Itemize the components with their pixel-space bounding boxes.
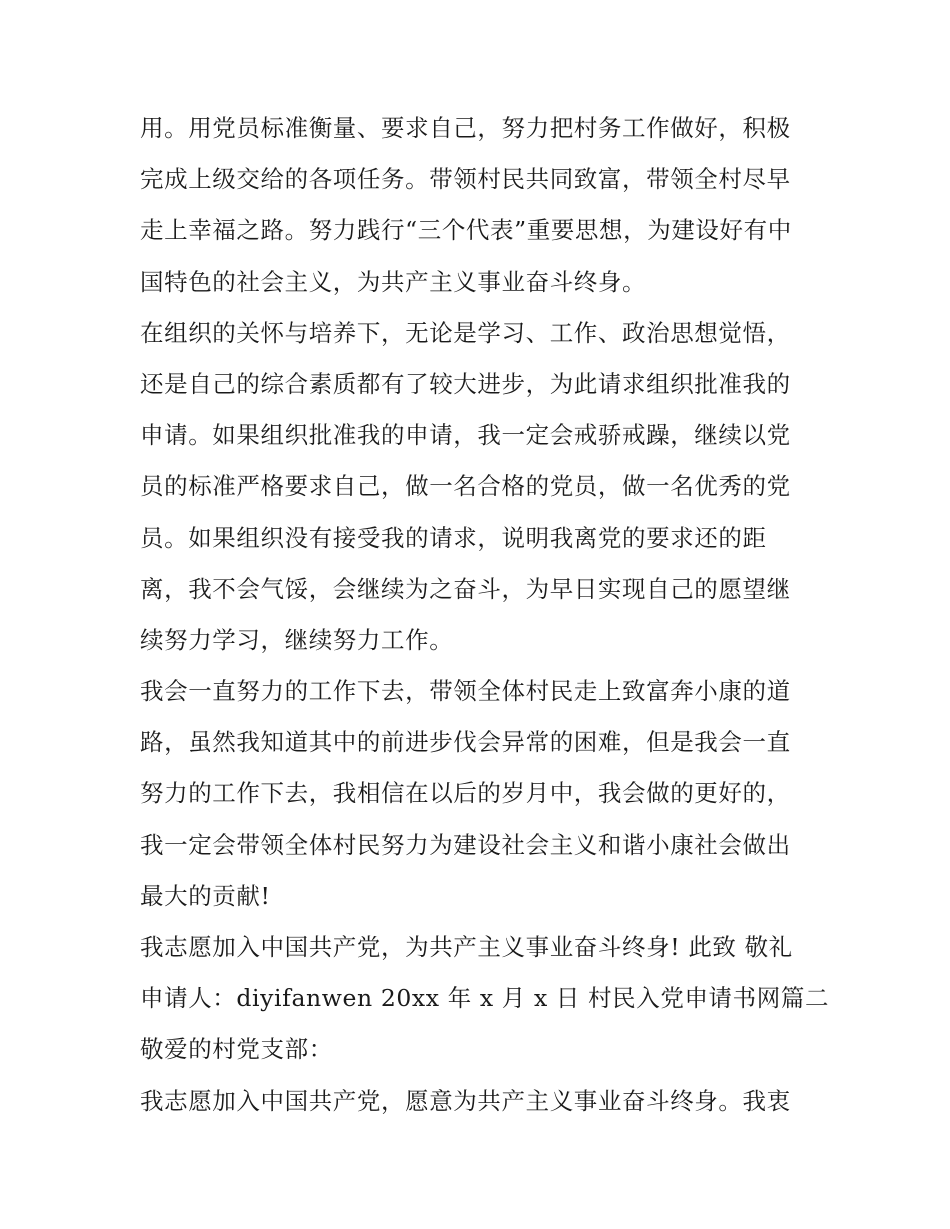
text-line: 国特色的社会主义，为共产主义事业奋斗终身。 <box>140 267 647 296</box>
text-line: 我志愿加入中国共产党，为共产主义事业奋斗终身! 此致 敬礼 <box>140 933 793 961</box>
text-line: 还是自己的综合素质都有了较大进步，为此请求组织批准我的 <box>140 369 791 398</box>
text-line: 用。用党员标准衡量、要求自己，努力把村务工作做好，积极 <box>140 114 791 142</box>
text-line: 最大的贡献! <box>140 881 271 910</box>
text-line: 完成上级交给的各项任务。带领村民共同致富，带领全村尽早 <box>140 165 791 194</box>
text-line: 在组织的关怀与培养下，无论是学习、工作、政治思想觉悟， <box>140 318 791 347</box>
text-line: 员。如果组织没有接受我的请求，说明我离党的要求还的距 <box>140 523 767 552</box>
text-line: 续努力学习，继续努力工作。 <box>140 625 454 654</box>
text-line: 努力的工作下去，我相信在以后的岁月中，我会做的更好的， <box>140 779 791 808</box>
text-line: 员的标准严格要求自己，做一名合格的党员，做一名优秀的党 <box>140 472 791 501</box>
text-line: 申请。如果组织批准我的申请，我一定会戒骄戒躁，继续以党 <box>140 421 791 450</box>
text-line: 敬爱的村党支部： <box>140 1035 333 1064</box>
text-line: 我会一直努力的工作下去，带领全体村民走上致富奔小康的道 <box>140 677 791 706</box>
text-line: 我一定会带领全体村民努力为建设社会主义和谐小康社会做出 <box>140 830 791 859</box>
text-line: 申请人：diyifanwen 20xx 年 x 月 x 日 村民入党申请书网篇二 <box>140 984 830 1013</box>
text-line: 我志愿加入中国共产党，愿意为共产主义事业奋斗终身。我衷 <box>140 1086 791 1115</box>
text-line: 走上幸福之路。努力践行“三个代表”重要思想，为建设好有中 <box>140 216 792 245</box>
text-line: 路，虽然我知道其中的前进步伐会异常的困难，但是我会一直 <box>140 728 791 757</box>
document-body <box>140 103 830 1127</box>
text-line: 离，我不会气馁，会继续为之奋斗，为早日实现自己的愿望继 <box>140 574 791 603</box>
